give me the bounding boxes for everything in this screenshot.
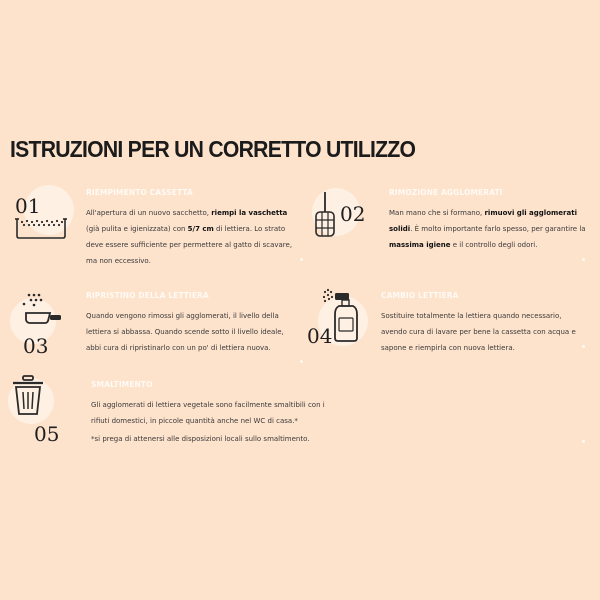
step-1-text	[86, 205, 296, 269]
step-2-text-part: e il controllo degli odori.	[450, 241, 538, 249]
step-3-heading: RIPRISTINO DELLA LETTIERA	[86, 291, 209, 300]
litter-box-icon	[14, 216, 68, 240]
step-3-text: Quando vengono rimossi gli agglomerati, il livello della lettiera si abbassa. Quando scende sotto il livello ideale, abbi cura di ripristinarlo con un po' di lettiera nuova.	[86, 312, 284, 352]
step-5-number: 05	[34, 422, 60, 446]
step-1-text-part: (già pulita e igienizzata) con	[86, 225, 188, 233]
step-4-text: Sostituire totalmente la lettiera quando necessario, avendo cura di lavare per bene la cassetta con acqua e sapone e riempirla con nuova lettiera.	[381, 312, 576, 352]
step-5-note: *si prega di attenersi alle disposizioni locali sullo smaltimento.	[91, 435, 310, 443]
step-2-text	[389, 205, 594, 253]
decorative-dot	[300, 258, 303, 261]
step-2-text-part: Man mano che si formano,	[389, 209, 485, 217]
step-2-text-emphasis: massima igiene	[389, 241, 451, 249]
step-2-text-emphasis: rimuovi gli agglomerati solidi	[389, 209, 577, 233]
step-3-number: 03	[23, 334, 49, 358]
step-5-text: Gli agglomerati di lettiera vegetale sono facilmente smaltibili con i rifiuti domestici, in piccole quantità anche nel WC di casa.*	[91, 401, 325, 425]
scoop-icon	[313, 190, 337, 240]
step-4-number: 04	[307, 324, 333, 348]
step-1-text-part: All'apertura di un nuovo sacchetto,	[86, 209, 212, 217]
decorative-dot	[300, 360, 303, 363]
trash-bin-icon	[10, 374, 46, 418]
decorative-dot	[582, 258, 585, 261]
step-1-text-emphasis: riempi la vaschetta	[211, 209, 288, 217]
decorative-dot	[582, 345, 585, 348]
step-1-number: 01	[15, 194, 41, 218]
step-2-text-part: . È molto importante farlo spesso, per garantire la	[410, 225, 586, 233]
step-2-heading: RIMOZIONE AGGLOMERATI	[389, 188, 503, 197]
pouring-scoop-icon	[12, 292, 62, 328]
step-4-heading: CAMBIO LETTIERA	[381, 291, 459, 300]
step-5-heading: SMALTIMENTO	[91, 380, 153, 389]
step-1-text-emphasis: 5/7 cm	[187, 225, 214, 233]
step-1-text-part: di lettiera. Lo strato deve essere sufficiente per permettere al gatto di scavare, ma non eccessivo.	[86, 225, 293, 265]
step-2-number: 02	[340, 202, 366, 226]
page-title: ISTRUZIONI PER UN CORRETTO UTILIZZO	[10, 136, 416, 162]
step-1-heading: RIEMPIMENTO CASSETTA	[86, 188, 193, 197]
decorative-dot	[582, 440, 585, 443]
